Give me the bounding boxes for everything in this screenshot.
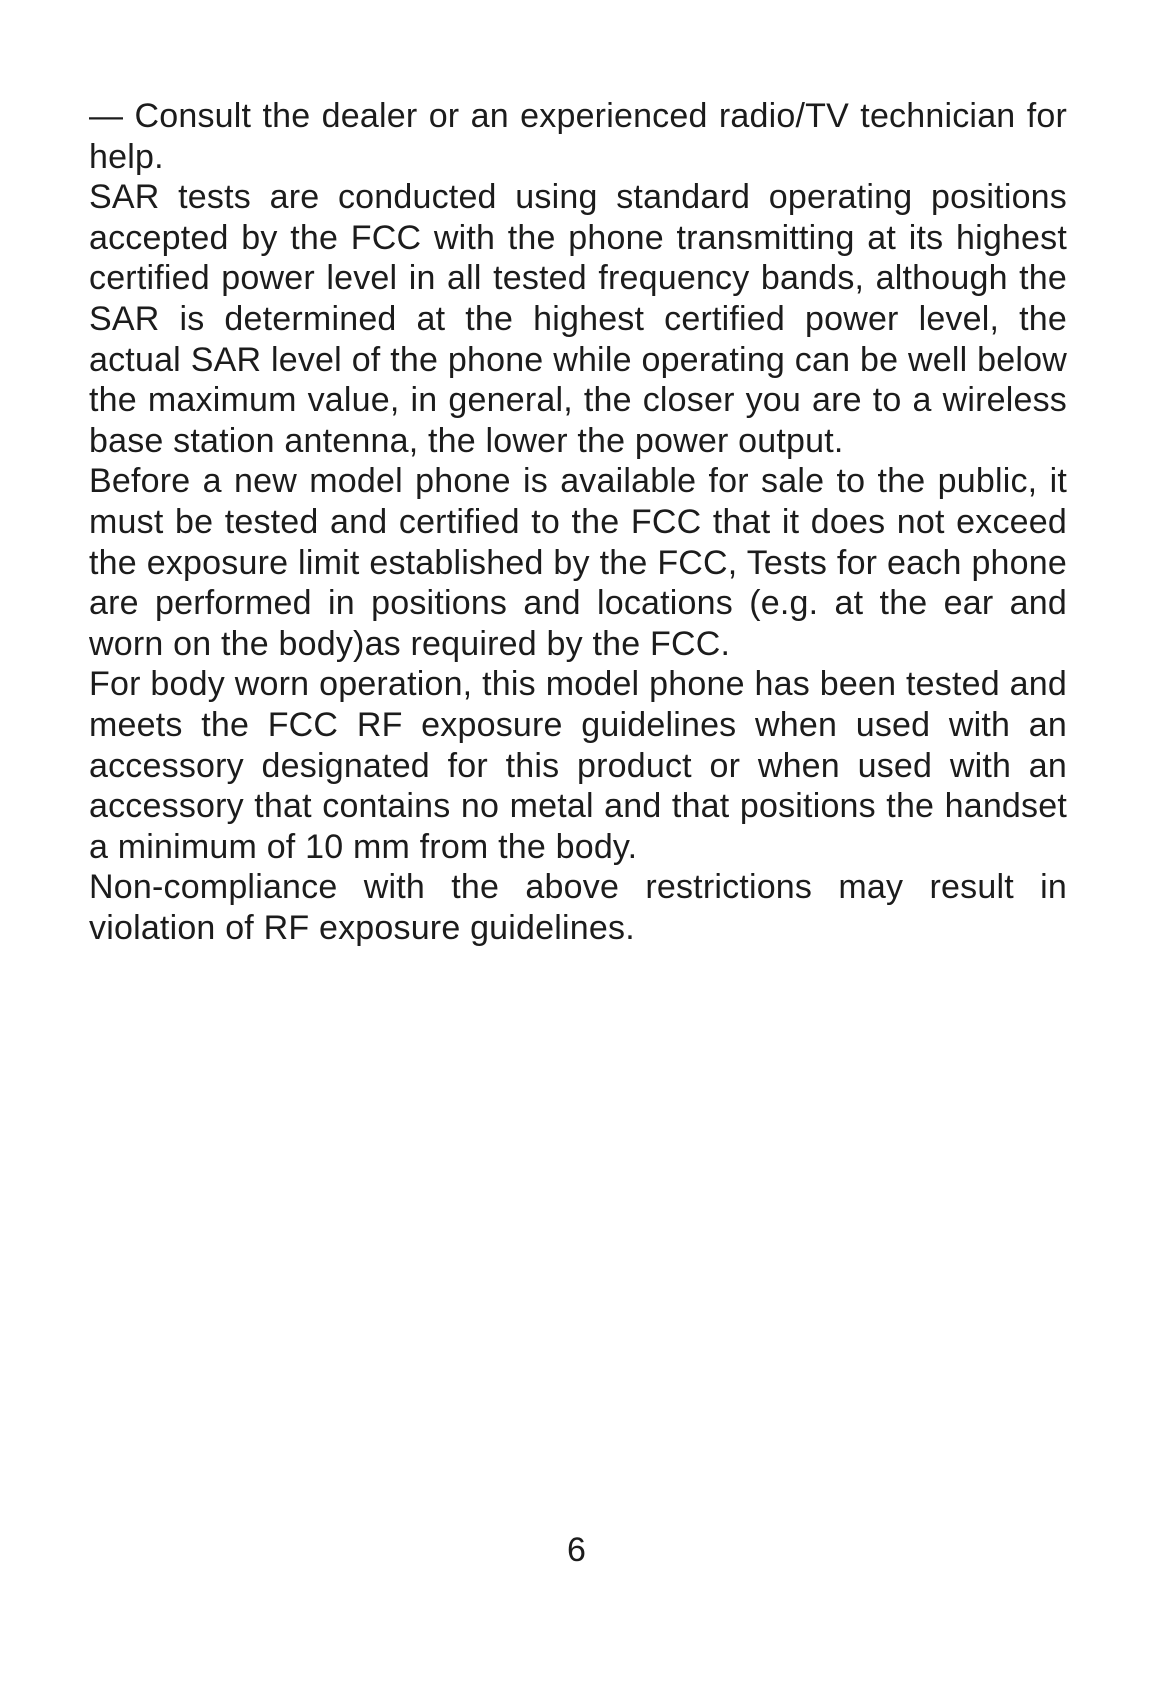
paragraph-fcc-certification: Before a new model phone is available for sale to the public, it must be tested and certified to the FCC that it does not exceed the exposure limit established by the FCC, Tests for each phone are performed in positions and locations (e.g. at the ear and worn on the body)as required by the FCC. bbox=[89, 462, 1067, 663]
paragraph-body-worn-operation: For body worn operation, this model phone has been tested and meets the FCC RF exposure guidelines when used with an accessory designated for this product or when used with an accessory that contains no metal and that positions the handset a minimum of 10 mm from the body. bbox=[89, 665, 1067, 866]
paragraph-non-compliance: Non-compliance with the above restrictions may result in violation of RF exposure guidelines. bbox=[89, 868, 1067, 947]
paragraph-sar-tests: SAR tests are conducted using standard operating positions accepted by the FCC with the phone transmitting at its highest certified power level in all tested frequency bands, although the SAR is determined at the highest certified power level, the actual SAR level of the phone while operating can be well below the maximum value, in general, the closer you are to a wireless base station antenna, the lower the power output. bbox=[89, 178, 1067, 460]
body-text bbox=[89, 96, 1067, 948]
page-number: 6 bbox=[567, 1531, 586, 1569]
paragraph-consult-dealer: — Consult the dealer or an experienced radio/TV technician for help. bbox=[89, 97, 1067, 176]
